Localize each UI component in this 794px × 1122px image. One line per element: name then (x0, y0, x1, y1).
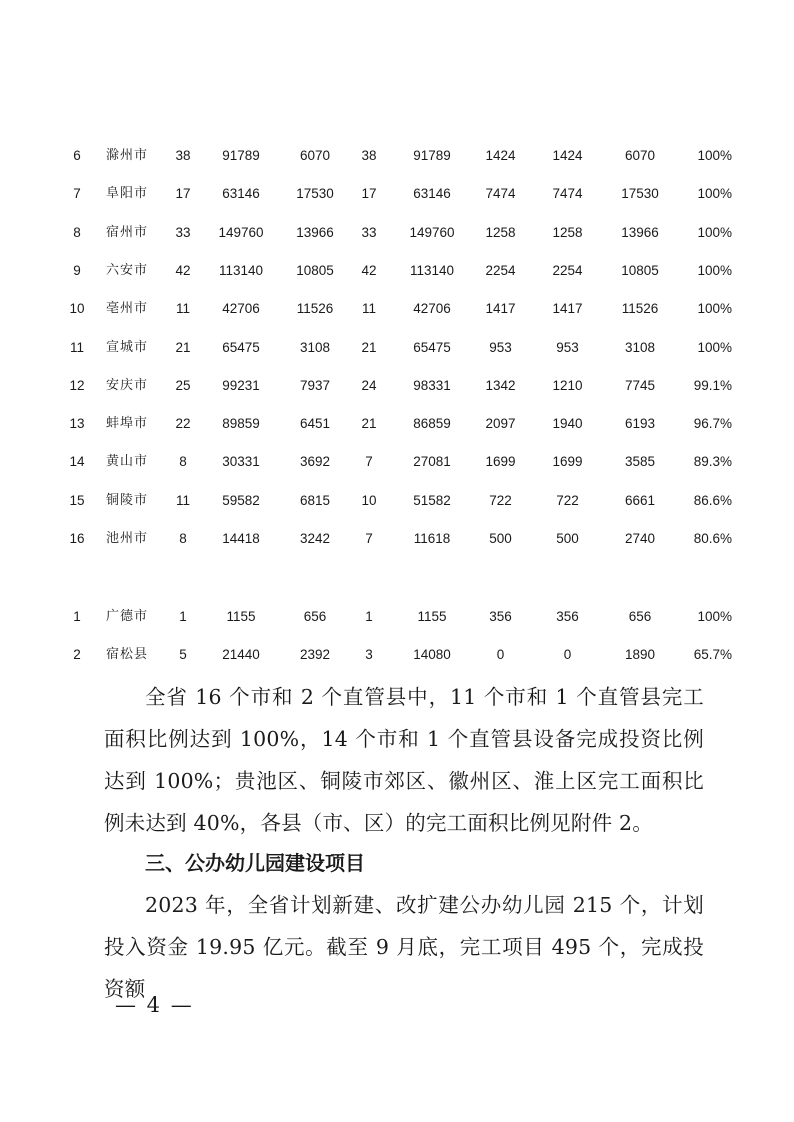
table-cell: 宣城市 (106, 339, 149, 355)
table-cell: 11526 (296, 301, 334, 317)
table-cell: 24 (361, 377, 377, 393)
table-cell: 100% (697, 609, 732, 624)
table-row (0, 489, 794, 513)
table-row (0, 297, 794, 321)
table-cell: 宿州市 (106, 224, 149, 240)
table-cell: 0 (496, 647, 505, 662)
table-cell: 1155 (226, 609, 256, 624)
table-cell: 33 (175, 224, 191, 240)
table-cell: 21 (175, 339, 191, 355)
table-cell: 953 (489, 339, 512, 355)
table-cell: 3242 (299, 531, 331, 546)
table-cell: 42 (361, 262, 377, 278)
table-cell: 滁州市 (106, 148, 149, 163)
table-cell: 12 (69, 377, 85, 393)
table-cell: 6 (73, 148, 81, 163)
table-row (0, 144, 794, 168)
table-cell: 6451 (299, 416, 331, 432)
table-cell: 113140 (218, 262, 264, 278)
table-cell: 1890 (624, 647, 656, 662)
table-cell: 2254 (552, 262, 583, 278)
table-cell: 17530 (296, 186, 334, 202)
table-cell: 656 (303, 609, 327, 624)
table-cell: 14418 (222, 531, 260, 546)
table-cell: 14 (69, 454, 85, 470)
table-cell: 10805 (296, 262, 334, 278)
table-cell: 113140 (409, 262, 455, 278)
table-cell: 1342 (485, 377, 516, 393)
table-cell: 89.3% (693, 454, 732, 470)
table-cell: 51582 (413, 492, 451, 508)
table-cell: 86859 (413, 416, 451, 432)
table-row (0, 221, 794, 245)
table-cell: 6661 (624, 492, 656, 508)
table-cell: 蚌埠市 (106, 416, 149, 432)
table-cell: 安庆市 (106, 377, 149, 393)
table-cell: 65475 (413, 339, 451, 355)
table-cell: 广德市 (106, 609, 149, 624)
table-cell: 1258 (485, 224, 516, 240)
table-cell: 99231 (222, 377, 260, 393)
table-cell: 3692 (299, 454, 331, 470)
table-cell: 6193 (624, 416, 656, 432)
table-cell: 98331 (413, 377, 451, 393)
table-cell: 21440 (222, 647, 260, 662)
table-cell: 1417 (552, 301, 583, 317)
table-cell: 14080 (413, 647, 451, 662)
table-cell: 99.1% (693, 377, 732, 393)
table-cell: 8 (179, 454, 187, 470)
table-cell: 7474 (552, 186, 583, 202)
table-cell: 100% (697, 262, 732, 278)
paragraph-1: 全省 16 个市和 2 个直管县中，11 个市和 1 个直管县完工面积比例达到 100%，14 个市和 1 个直管县设备完成投资比例达到 100%；贵池区、铜陵市郊区、徽州区、淮上区完工面积比例未达到 40%，各县（市、区）的完工面积比例见附件 2。 (104, 685, 704, 835)
table-cell: 1699 (485, 454, 516, 470)
table-cell: 42706 (413, 301, 451, 317)
table-cell: 21 (361, 339, 377, 355)
table-cell: 722 (489, 492, 512, 508)
table-cell: 1 (365, 609, 373, 624)
table-cell: 3 (365, 647, 373, 662)
table-row (0, 412, 794, 436)
table-cell: 11 (175, 492, 190, 508)
table-cell: 17530 (621, 186, 659, 202)
table-cell: 6070 (624, 148, 656, 163)
table-cell: 42706 (222, 301, 260, 317)
table-cell: 100% (697, 224, 732, 240)
table-row (0, 527, 794, 551)
table-cell: 86.6% (693, 492, 732, 508)
table-cell: 3585 (624, 454, 656, 470)
table-cell: 2254 (485, 262, 516, 278)
table-cell: 65.7% (693, 647, 732, 662)
table-cell: 9 (73, 262, 81, 278)
table-cell: 17 (361, 186, 377, 202)
table-row (0, 450, 794, 474)
table-cell: 黄山市 (106, 454, 149, 470)
table-cell: 38 (361, 148, 377, 163)
table-cell: 8 (73, 224, 81, 240)
table-cell: 1155 (417, 609, 447, 624)
table-cell: 3108 (624, 339, 656, 355)
table-cell: 25 (175, 377, 191, 393)
table-row (0, 336, 794, 360)
table-cell: 80.6% (693, 531, 732, 546)
table-cell: 13 (69, 416, 85, 432)
table-cell: 38 (175, 148, 191, 163)
table-row (0, 259, 794, 283)
table-cell: 10 (361, 492, 377, 508)
table-cell: 2 (73, 647, 81, 662)
table-cell: 89859 (222, 416, 260, 432)
table-cell: 656 (628, 609, 652, 624)
table-cell: 100% (697, 186, 732, 202)
table-cell: 356 (556, 609, 579, 624)
table-cell: 2392 (299, 647, 331, 662)
paragraph-kindergarten (104, 884, 704, 1010)
table-row (0, 374, 794, 398)
table-cell: 22 (175, 416, 191, 432)
table-cell: 953 (556, 339, 579, 355)
table-cell: 六安市 (106, 262, 149, 278)
paragraph-completion-summary (104, 676, 704, 844)
table-cell: 11618 (413, 531, 451, 546)
table-cell: 1940 (552, 416, 583, 432)
table-cell: 15 (69, 492, 85, 508)
table-cell: 722 (556, 492, 579, 508)
table-cell: 7 (365, 531, 373, 546)
table-cell: 2740 (624, 531, 656, 546)
table-cell: 0 (563, 647, 572, 662)
table-cell: 亳州市 (106, 301, 149, 317)
table-cell: 100% (697, 339, 732, 355)
table-cell: 10 (69, 301, 85, 317)
table-row (0, 182, 794, 206)
table-cell: 11 (69, 339, 84, 355)
table-cell: 30331 (222, 454, 260, 470)
table-cell: 17 (175, 186, 191, 202)
table-cell: 91789 (222, 148, 260, 163)
table-cell: 10805 (621, 262, 659, 278)
table-cell: 1424 (552, 148, 583, 163)
table-cell: 铜陵市 (106, 492, 149, 508)
section-heading: 三、公办幼儿园建设项目 (145, 851, 365, 875)
table-cell: 96.7% (693, 416, 732, 432)
table-cell: 33 (361, 224, 377, 240)
table-cell: 1424 (485, 148, 516, 163)
table-cell: 63146 (413, 186, 451, 202)
table-cell: 1417 (485, 301, 516, 317)
table-cell: 100% (697, 301, 732, 317)
table-row (0, 643, 794, 667)
table-cell: 63146 (222, 186, 260, 202)
table-cell: 7 (73, 186, 81, 202)
table-cell: 阜阳市 (106, 186, 149, 202)
table-cell: 65475 (222, 339, 260, 355)
table-cell: 500 (556, 531, 579, 546)
table-row (0, 605, 794, 629)
table-cell: 1 (179, 609, 187, 624)
table-cell: 1258 (552, 224, 583, 240)
page-number: — 4 — (115, 993, 194, 1017)
table-cell: 59582 (222, 492, 260, 508)
table-cell: 500 (489, 531, 512, 546)
table-cell: 149760 (218, 224, 264, 240)
table-cell: 42 (175, 262, 191, 278)
table-cell: 6070 (299, 148, 331, 163)
table-cell: 2097 (485, 416, 516, 432)
table-cell: 7745 (624, 377, 656, 393)
table-cell: 6815 (299, 492, 331, 508)
table-cell: 27081 (413, 454, 451, 470)
table-cell: 3108 (299, 339, 331, 355)
table-cell: 7474 (485, 186, 516, 202)
table-cell: 11526 (621, 301, 659, 317)
table-cell: 1 (73, 609, 81, 624)
table-cell: 149760 (409, 224, 455, 240)
table-cell: 7937 (299, 377, 331, 393)
table-cell: 21 (361, 416, 377, 432)
table-cell: 1699 (552, 454, 583, 470)
table-cell: 11 (175, 301, 190, 317)
table-cell: 宿松县 (106, 647, 149, 662)
table-cell: 池州市 (106, 531, 149, 546)
table-cell: 91789 (413, 148, 451, 163)
table-cell: 8 (179, 531, 187, 546)
table-cell: 356 (489, 609, 512, 624)
table-cell: 16 (69, 531, 85, 546)
paragraph-2: 2023 年，全省计划新建、改扩建公办幼儿园 215 个，计划投入资金 19.95 亿元。截至 9 月底，完工项目 495 个，完成投资额 (104, 893, 704, 1001)
table-cell: 13966 (296, 224, 334, 240)
table-cell: 100% (697, 148, 732, 163)
table-cell: 11 (361, 301, 376, 317)
table-cell: 7 (365, 454, 373, 470)
table-cell: 5 (179, 647, 187, 662)
table-cell: 13966 (621, 224, 659, 240)
table-cell: 1210 (552, 377, 583, 393)
